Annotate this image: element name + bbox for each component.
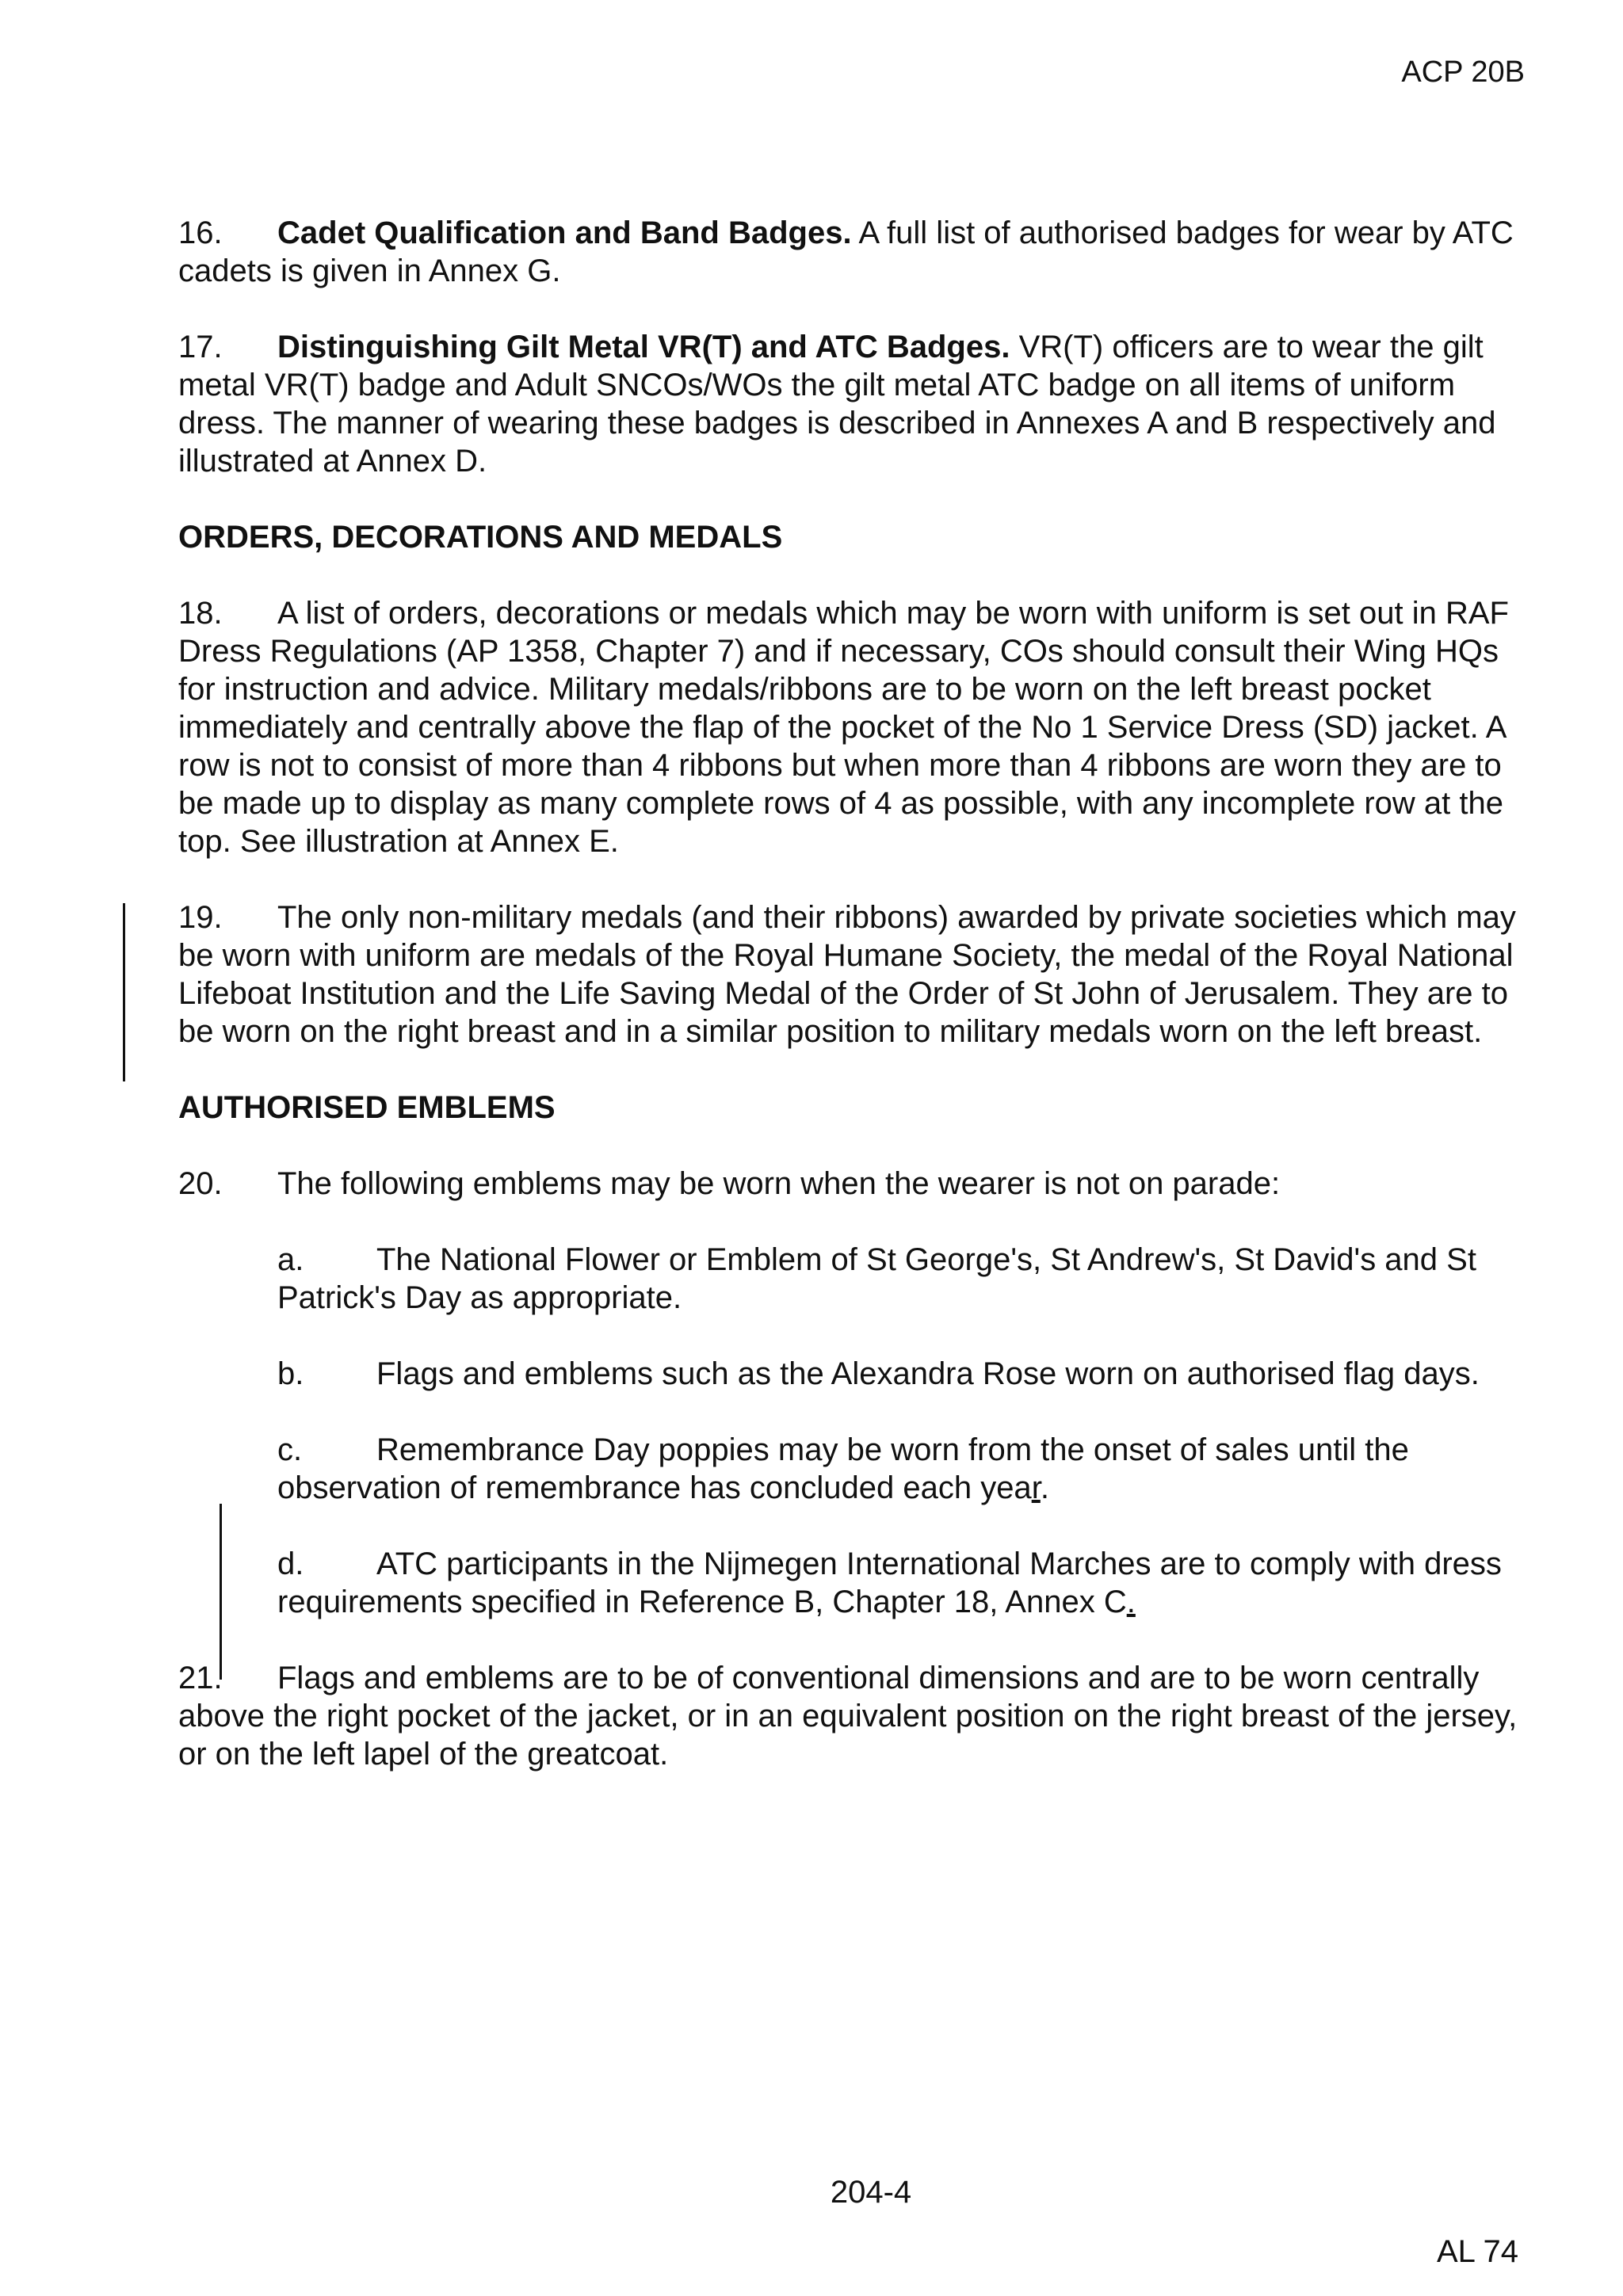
item-text: Flags and emblems such as the Alexandra Rose worn on authorised flag days. [376, 1356, 1480, 1391]
para-title: Cadet Qualification and Band Badges. [277, 215, 852, 250]
section-heading: AUTHORISED EMBLEMS [178, 1090, 556, 1125]
item-label: b. [277, 1356, 304, 1391]
para-text: The following emblems may be worn when the wearer is not on parade: [277, 1166, 1281, 1201]
item-text-end: . [1040, 1470, 1049, 1505]
item-text: The National Flower or Emblem of St George's, St Andrew's, St David's and St Patrick's Day as appropriate. [277, 1242, 1476, 1315]
item-text: ATC participants in the Nijmegen International Marches are to comply with dress requirements specified in Reference B, Chapter 18, Annex C [277, 1547, 1502, 1619]
para-number: 16. [178, 215, 223, 250]
para-text: Flags and emblems are to be of conventional dimensions and are to be worn centrally above the right pocket of the jacket, or in an equivalent position on the right breast of the jersey, or on the left lapel of the greatcoat. [178, 1661, 1518, 1772]
page-number: 204-4 [830, 2175, 912, 2210]
para-text: The only non-military medals (and their ribbons) awarded by private societies which may be worn with uniform are medals of the Royal Humane Society, the medal of the Royal National Lifeboat Institution and the Life Saving Medal of the Order of St John of Jerusalem. They are to be worn on the right breast and in a similar position to military medals worn on the left breast. [178, 900, 1516, 1049]
para-number: 20. [178, 1166, 223, 1201]
para-number: 17. [178, 330, 223, 364]
item-label: c. [277, 1432, 303, 1467]
document-body [178, 214, 1526, 1811]
doc-reference: ACP 20B [1401, 55, 1525, 89]
para-title: Distinguishing Gilt Metal VR(T) and ATC Badges. [277, 330, 1010, 364]
para-number: 19. [178, 900, 223, 935]
item-text-underlined: r [1031, 1470, 1041, 1505]
paragraph-18 [178, 594, 1526, 860]
sub-item-b [277, 1355, 1526, 1393]
para-number: 18. [178, 596, 223, 631]
paragraph-21 [178, 1659, 1526, 1773]
paragraph-16 [178, 214, 1526, 290]
para-text: A full list of authorised badges for wear by ATC cadets is given in Annex G. [178, 215, 1514, 288]
paragraph-20 [178, 1165, 1526, 1203]
item-text-underlined: . [1126, 1585, 1136, 1619]
para-number: 21. [178, 1661, 223, 1695]
paragraph-19 [178, 898, 1526, 1051]
sub-item-c [277, 1431, 1526, 1507]
section-heading: ORDERS, DECORATIONS AND MEDALS [178, 520, 783, 555]
para-text: VR(T) officers are to wear the gilt metal VR(T) badge and Adult SNCOs/WOs the gilt metal ATC badge on all items of uniform dress. The manner of wearing these badges is described in Annexes A and B respectively and illustrated at Annex D. [178, 330, 1496, 479]
amendment-list: AL 74 [1436, 2234, 1518, 2269]
sub-item-a [277, 1241, 1526, 1317]
item-label: a. [277, 1242, 304, 1277]
para-text: A list of orders, decorations or medals which may be worn with uniform is set out in RAF Dress Regulations (AP 1358, Chapter 7) and if necessary, COs should consult their Wing HQs for instruction and advice. Military medals/ribbons are to be worn on the left breast pocket immediately and centrally above the flap of the pocket of the No 1 Service Dress (SD) jacket. A row is not to consist of more than 4 ribbons but when more than 4 ribbons are worn they are to be made up to display as many complete rows of 4 as possible, with any incomplete row at the top. See illustration at Annex E. [178, 596, 1509, 859]
sub-item-d [277, 1545, 1526, 1621]
change-bar [123, 903, 125, 1081]
item-label: d. [277, 1547, 304, 1581]
paragraph-17 [178, 328, 1526, 480]
item-text: Remembrance Day poppies may be worn from the onset of sales until the observation of remembrance has concluded each yea [277, 1432, 1409, 1505]
